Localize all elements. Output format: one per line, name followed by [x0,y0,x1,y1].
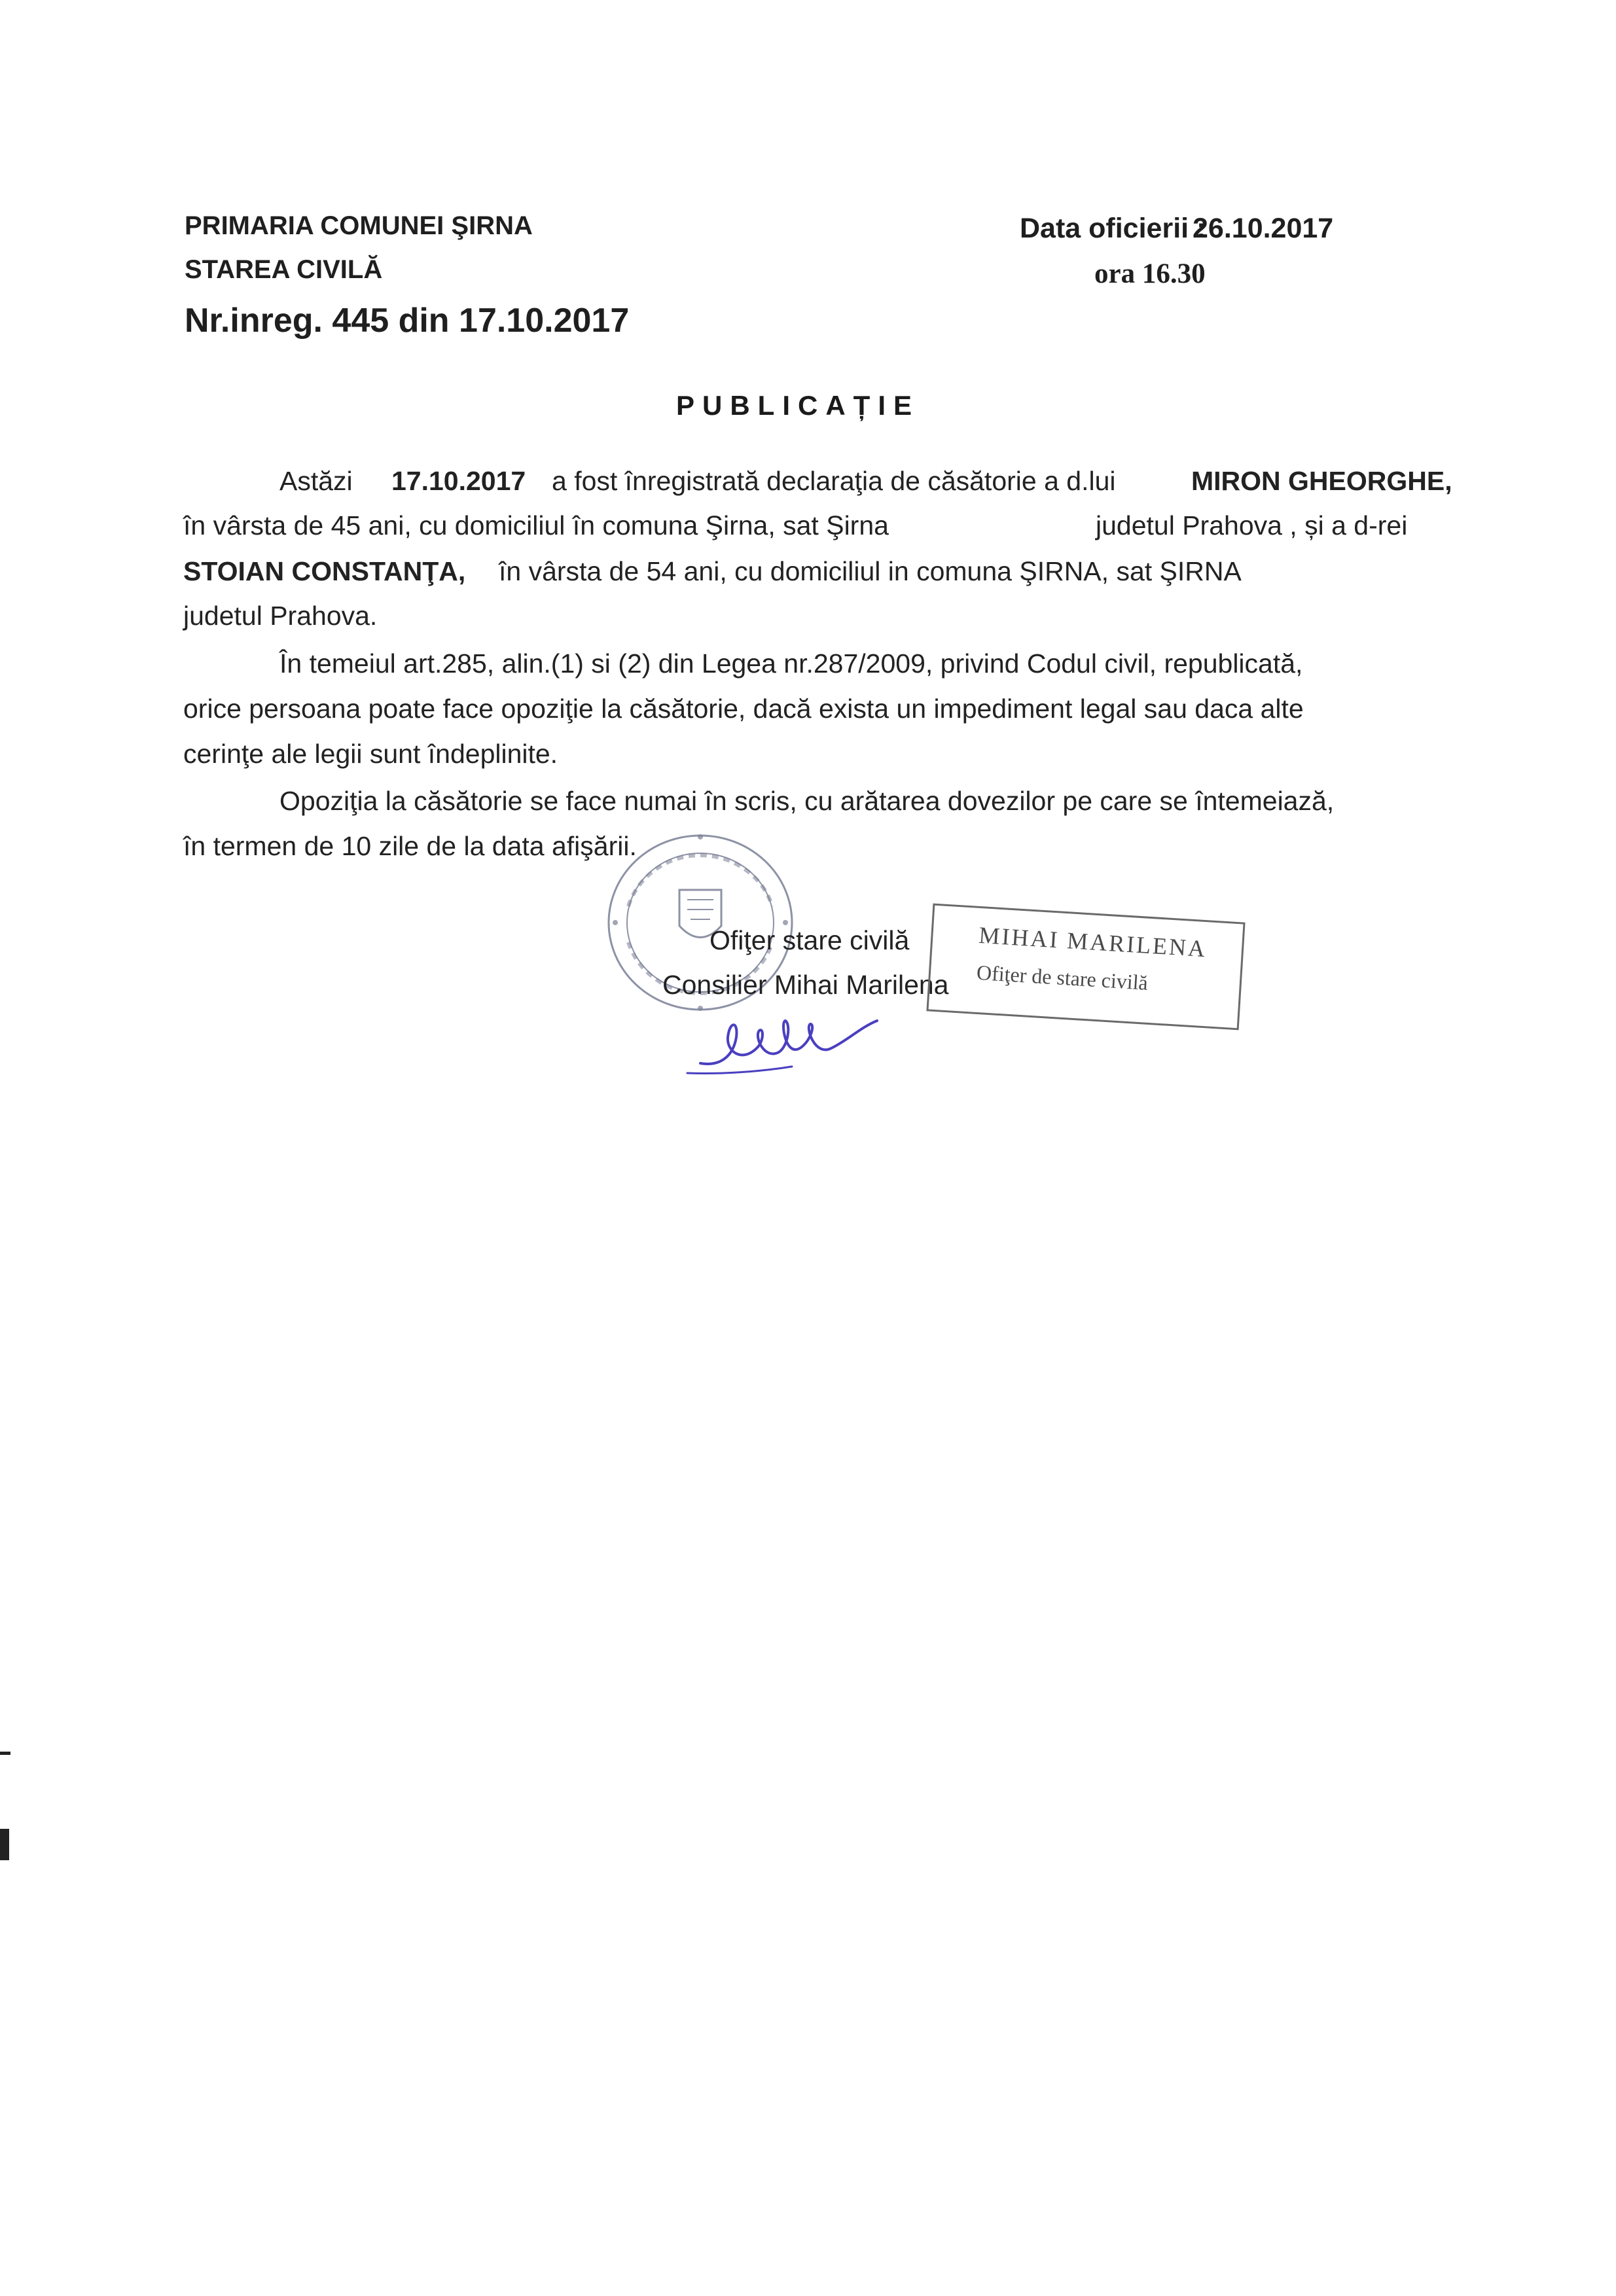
scan-mark [0,1752,10,1755]
stamp-name: MIHAI MARILENA [978,921,1208,963]
p1-line4-text: judetul Prahova. [183,601,378,631]
p1-line1-lead: Astăzi [279,466,353,496]
handwritten-signature [681,975,903,1080]
name-stamp [926,904,1245,1031]
document-title: PUBLICAȚIE [676,390,920,421]
signatory-name: Consilier Mihai Marilena [662,970,949,1000]
p3-line1: Opoziţia la căsătorie se face numai în scris, cu arătarea dovezilor pe care se întemeiază, [279,786,1335,816]
institution-name: PRIMARIA COMUNEI ŞIRNA [185,211,533,240]
ceremony-date-label: Data oficierii : [1020,213,1206,244]
registration-date: 17.10.2017 [391,466,526,496]
p1-line3-text: în vârsta de 54 ani, cu domiciliul in comuna ŞIRNA, sat ŞIRNA [499,556,1242,586]
ceremony-time: ora 16.30 [1094,258,1206,289]
stamp-role: Ofiţer de stare civilă [976,960,1149,995]
groom-name: MIRON GHEORGHE, [1191,466,1452,496]
department-name: STAREA CIVILĂ [185,255,383,284]
scan-mark [0,1829,9,1860]
p3-line2: în termen de 10 zile de la data afişării. [183,831,637,861]
p2-line3: cerinţe ale legii sunt îndeplinite. [183,739,558,769]
p2-line1: În temeiul art.285, alin.(1) si (2) din Legea nr.287/2009, privind Codul civil, republicată, [279,648,1303,679]
p1-line2-county: judetul Prahova , și a d-rei [1096,510,1408,540]
bride-name: STOIAN CONSTANŢA, [183,556,466,586]
p1-line1-text: a fost înregistrată declaraţia de căsătorie a d.lui [552,466,1116,496]
registration-number: Nr.inreg. 445 din 17.10.2017 [185,302,630,340]
p1-line2-text: în vârsta de 45 ani, cu domiciliul în comuna Şirna, sat Şirna [183,510,889,540]
signatory-role: Ofiţer stare civilă [709,925,910,955]
p2-line2: orice persoana poate face opoziţie la căsătorie, dacă exista un impediment legal sau daca alte [183,694,1304,724]
ceremony-date: 26.10.2017 [1193,213,1334,244]
